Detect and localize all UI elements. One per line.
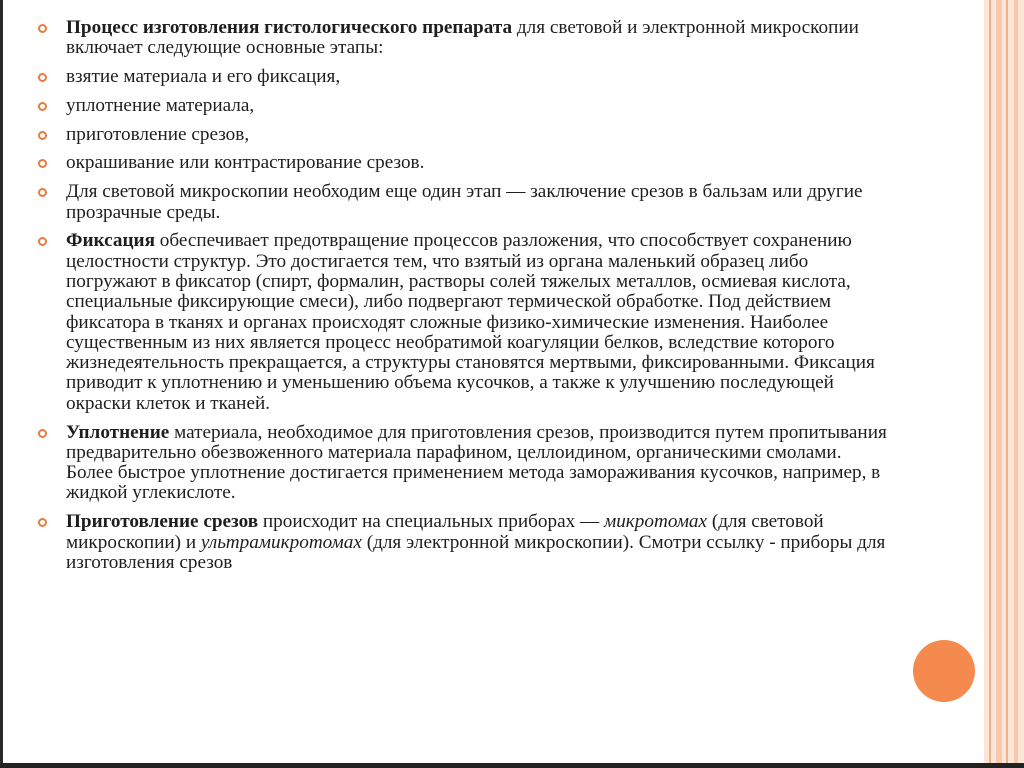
decorative-circle <box>913 640 975 702</box>
bullet-icon <box>38 24 47 33</box>
bullet-icon <box>38 131 47 140</box>
stage-text: взятие материала и его фиксация, <box>66 66 341 88</box>
compaction-bold: Уплотнение <box>66 421 170 443</box>
list-item-light-microscopy <box>38 182 888 223</box>
slide-content <box>38 18 888 582</box>
fixation-bold: Фиксация <box>66 230 155 252</box>
slide-left-border <box>0 0 3 768</box>
list-item-compaction <box>38 423 888 504</box>
sectioning-text-3: (для электронной микроскопии). Смотри ссылку - приборы для изготовления срезов <box>66 531 886 573</box>
light-microscopy-text: Для световой микроскопии необходим еще один этап — заключение срезов в бальзам или другие прозрачные среды. <box>66 181 863 223</box>
compaction-text: материала, необходимое для приготовления срезов, производится путем пропитывания предварительно обезвоженного материала парафином, целлоидином, органическими смолами. Более быстрое уплотнение достигается применением метода замораживания кусочков, например, в жидкой углекислоте. <box>66 421 887 504</box>
stage-text: приготовление срезов, <box>66 123 250 145</box>
bullet-icon <box>38 518 47 527</box>
bullet-icon <box>38 159 47 168</box>
list-item-fixation <box>38 231 888 414</box>
stage-text: окрашивание или контрастирование срезов. <box>66 152 425 174</box>
decorative-stripes <box>984 0 1024 768</box>
stripe-line <box>1006 0 1008 768</box>
stage-text: уплотнение материала, <box>66 94 255 116</box>
bullet-icon <box>38 102 47 111</box>
ultramicrotome-italic: ультрамикротомах <box>200 531 362 553</box>
intro-bold: Процесс изготовления гистологического препарата <box>66 17 513 38</box>
stripe-line <box>1014 0 1018 768</box>
list-item-intro <box>38 18 888 59</box>
sectioning-text: происходит на специальных приборах — <box>258 511 604 533</box>
bullet-icon <box>38 429 47 438</box>
microtome-italic: микротомах <box>603 511 708 533</box>
stripe-line <box>989 0 991 768</box>
list-item-stage-3 <box>38 125 888 145</box>
fixation-text: обеспечивает предотвращение процессов разложения, что способствует сохранению целостности структур. Это достигается тем, что взятый из органа маленький образец либо погружают в фиксатор (спирт, формалин, растворы солей тяжелых металлов, осмиевая кислота, специальные фиксирующие смеси), либо подвергают термической обработке. Под действием фиксатора в тканях и органах происходят сложные физико-химические изменения. Наиболее существенным из них является процесс необратимой коагуляции белков, вследствие которого жизнедеятельность прекращается, а структуры становятся мертвыми, фиксированными. Фиксация приводит к уплотнению и уменьшению объема кусочков, а также к улучшению последующей окраски клеток и тканей. <box>66 230 875 414</box>
list-item-sectioning <box>38 512 888 573</box>
stripe-line <box>996 0 1002 768</box>
sectioning-bold: Приготовление срезов <box>66 511 259 533</box>
bullet-icon <box>38 237 47 246</box>
sectioning-text-2: (для световой микроскопии) и <box>66 511 824 553</box>
list-item-stage-2 <box>38 96 888 116</box>
intro-text: для световой и электронной микроскопии включает следующие основные этапы: <box>66 17 859 59</box>
bullet-icon <box>38 73 47 82</box>
list-item-stage-4 <box>38 153 888 173</box>
list-item-stage-1 <box>38 67 888 87</box>
bullet-icon <box>38 188 47 197</box>
slide-bottom-border <box>0 763 1024 768</box>
